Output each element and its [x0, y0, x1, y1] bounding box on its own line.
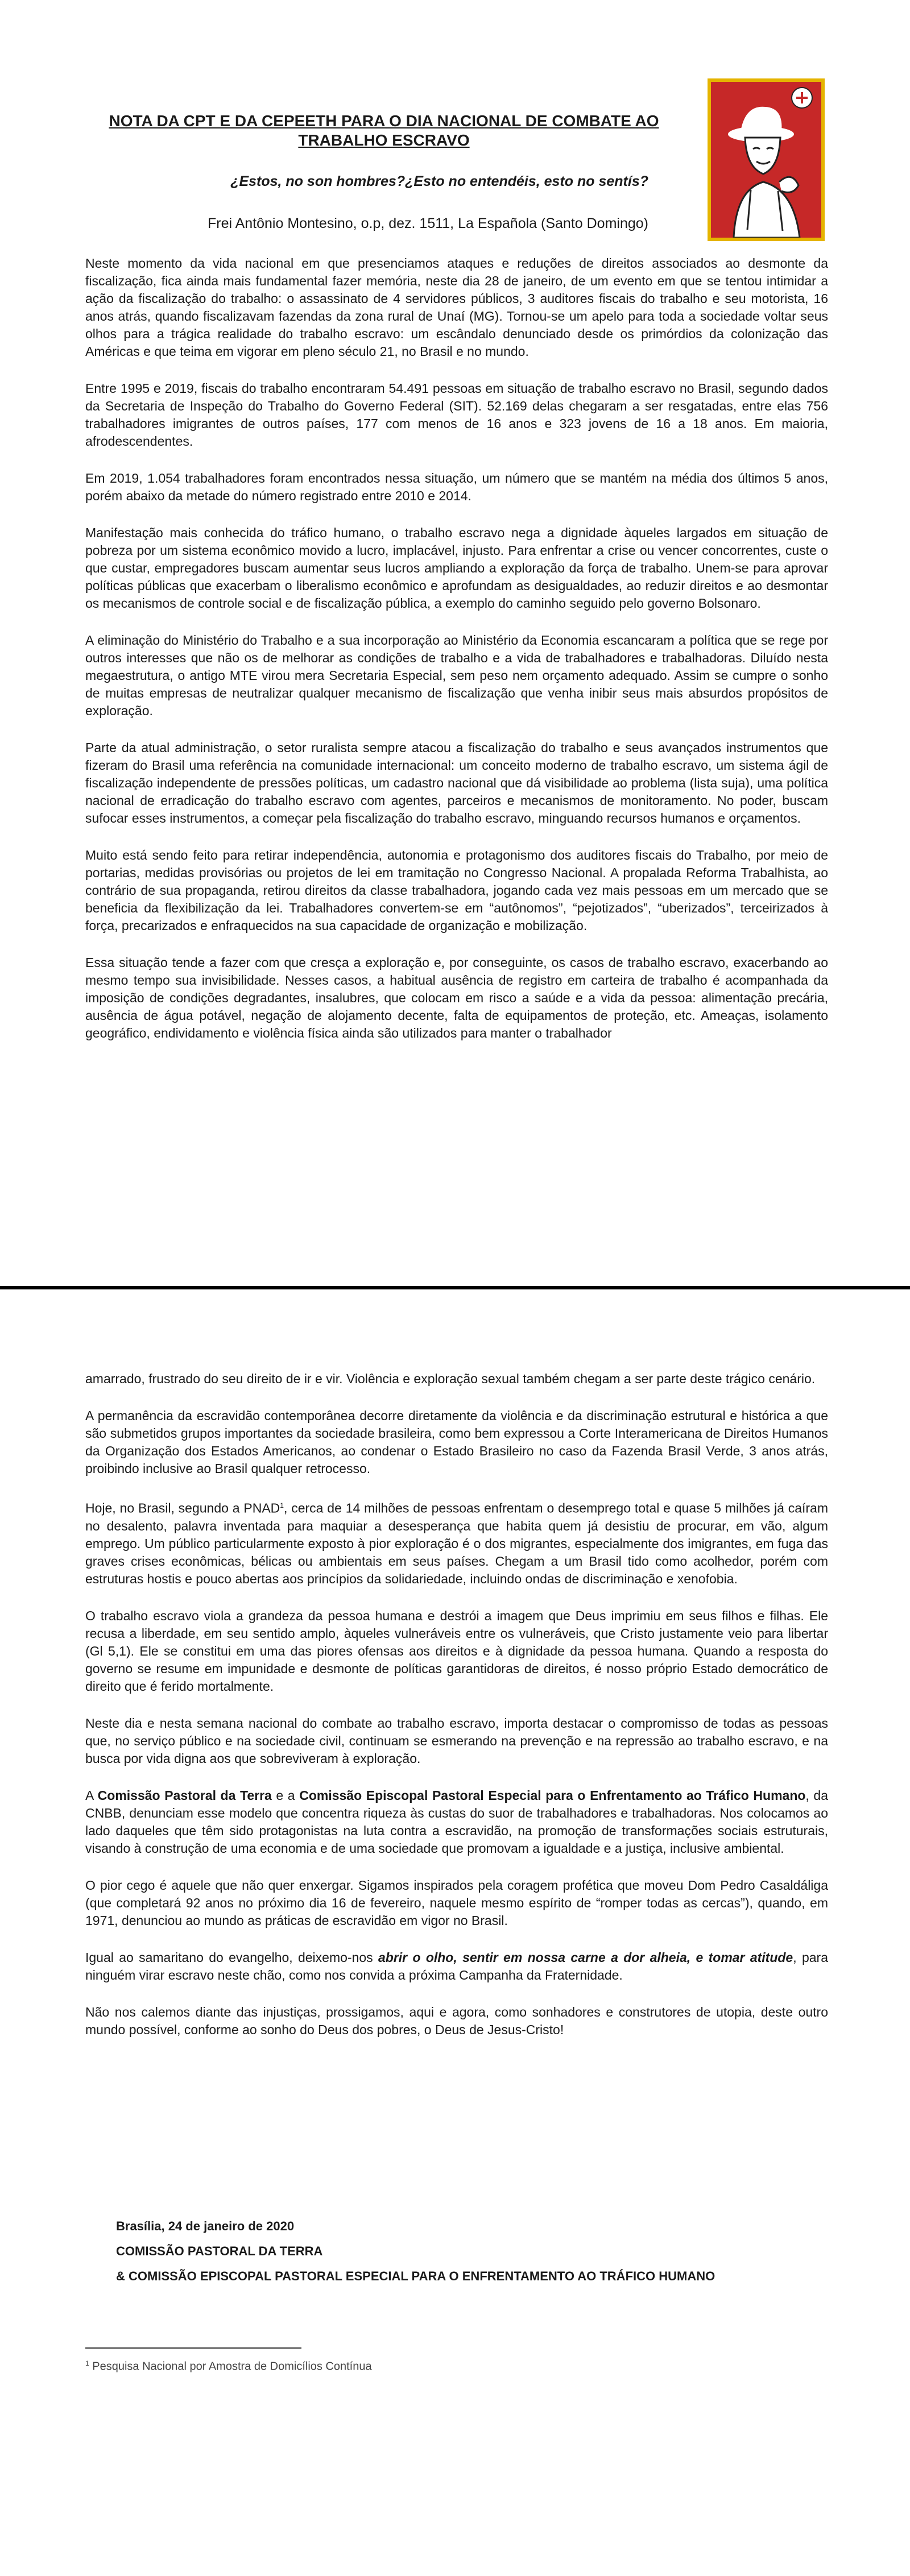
org-name-cpt: Comissão Pastoral da Terra: [97, 1787, 272, 1803]
paragraph-cnbb: A Comissão Pastoral da Terra e a Comissão Episcopal Pastoral Especial para o Enfrentamento ao Tráfico Humano, da CNBB, denunciam esse modelo que concentra riqueza às custas do suor de trabalhadores e trabalhadoras. Nos colocamos ao lado daqueles que têm sido protagonistas na luta contra a escravidão, na promoção de transformações sociais estruturais, visando à construção de uma economia e de uma sociedade que promovam a igualdade e a justiça, inclusive ambiental.: [85, 1787, 828, 1856]
footnote-divider: [85, 2347, 301, 2349]
signature-date: Brasília, 24 de janeiro de 2020: [116, 2219, 295, 2233]
paragraph: Não nos calemos diante das injustiças, prossigamos, aqui e agora, como sonhadores e construtores de utopia, deste outro mundo possível, conforme ao sonho do Deus dos pobres, o Deus de Jesus-Cristo!: [85, 2004, 828, 2037]
epigraph-quote: ¿Estos, no son hombres?¿Esto no entendéis, esto no sentís?: [230, 173, 648, 189]
paragraph: Parte da atual administração, o setor ruralista sempre atacou a fiscalização do trabalho e seus avançados instrumentos que fizeram do Brasil uma referência na comunidade internacional: um conceito moderno de trabalho escravo, um sistema ágil de fiscalização independente de pressões políticas, um cadastro nacional que dá visibilidade ao problema (lista suja), uma política nacional de erradicação do trabalho escravo com agentes, parceiros e mecanismos de monitoramento. No poder, buscam sufocar esses instrumentos, a começar pela fiscalização do trabalho escravo, minguando recursos humanos e orçamentos.: [85, 740, 828, 826]
paragraph-pnad: Hoje, no Brasil, segundo a PNAD$^1$, cerca de 14 milhões de pessoas enfrentam o desemprego total e quase 5 milhões já caíram no desalento, palavra inventada para maquiar a desesperança que habita quem já desistiu de procurar, em vão, algum emprego. Um público particularmente exposto à pior exploração é o dos migrantes, especialmente dos imigrantes, em fuga das graves crises econômicas, bélicas ou ambientais em seus países. Chegam a um Brasil tido como acolhedor, porém com estruturas hostis e pouco abertas aos princípios da solidariedade, incluindo ondas de discriminação e xenofobia.: [85, 1500, 828, 1586]
paragraph: Essa situação tende a fazer com que cresça a exploração e, por conseguinte, os casos de trabalho escravo, exacerbando ao mesmo tempo sua invisibilidade. Nesses casos, a habitual ausência de registro em carteira de trabalho é acompanhada da imposição de condições degradantes, insalubres, que colocam em risco a saúde e a vida da pessoa: alimentação precária, ausência de água potável, negação de alojamento decente, falta de equipamentos de proteção, etc. Ameaças, isolamento geográfico, endividamento e violência física ainda são utilizados para manter o trabalhador: [85, 955, 828, 1040]
paragraph: A permanência da escravidão contemporânea decorre diretamente da violência e da discriminação estrutural e histórica a que são submetidos grupos importantes da sociedade brasileira, como bem expressou a Corte Interamericana de Direitos Humanos da Organização dos Estados Americanos, ao condenar o Estado Brasileiro no caso da Fazenda Brasil Verde, 3 anos atrás, proibindo inclusive ao Brasil qualquer retrocesso.: [85, 1408, 828, 1476]
footnote: $^1$ Pesquisa Nacional por Amostra de Domicílios Contínua: [85, 2359, 372, 2373]
cpt-logo-icon: [708, 78, 825, 241]
signature-org-2: & COMISSÃO EPISCOPAL PASTORAL ESPECIAL PARA O ENFRENTAMENTO AO TRÁFICO HUMANO: [116, 2269, 715, 2283]
document-page-1: [0, 0, 910, 1286]
footnote-reference[interactable]: 1: [280, 1501, 284, 1509]
document-page-2: [0, 1289, 910, 2576]
org-name-cepeeth: Comissão Episcopal Pastoral Especial para o Enfrentamento ao Tráfico Humano: [299, 1787, 806, 1803]
page2-body: [85, 1370, 828, 2058]
signature-org-1: COMISSÃO PASTORAL DA TERRA: [116, 2244, 323, 2258]
epigraph-source: Frei Antônio Montesino, o.p, dez. 1511, La Española (Santo Domingo): [207, 215, 648, 231]
paragraph: amarrado, frustrado do seu direito de ir e vir. Violência e exploração sexual também chegam a ser parte deste trágico cenário.: [85, 1371, 816, 1386]
paragraph: Neste dia e nesta semana nacional do combate ao trabalho escravo, importa destacar o compromisso de todas as pessoas que, no serviço público e na sociedade civil, continuam se esmerando na prevenção e na repressão ao trabalho escravo, e na busca por vida digna aos que sobreviveram à exploração.: [85, 1715, 828, 1766]
paragraph: A eliminação do Ministério do Trabalho e a sua incorporação ao Ministério da Economia escancaram a política que se rege por outros interesses que não os de melhorar as condições de trabalho e a vida de trabalhadores e trabalhadoras. Diluído nesta megaestrutura, o antigo MTE virou mera Secretaria Especial, sem peso nem orçamento adequado. Assim se cumpre o sonho de muitas empresas de neutralizar qualquer mecanismo de fiscalização que venha inibir seus mais absurdos propósitos de exploração.: [85, 633, 828, 718]
document-title: NOTA DA CPT E DA CEPEETH PARA O DIA NACIONAL DE COMBATE AO TRABALHO ESCRAVO: [109, 112, 659, 149]
paragraph: Neste momento da vida nacional em que presenciamos ataques e reduções de direitos associados ao desmonte da fiscalização, fica ainda mais fundamental fazer memória, neste dia 28 de janeiro, de um evento em que se tentou intimidar a ação da fiscalização do trabalho: o assassinato de 4 servidores públicos, 3 auditores fiscais do trabalho e seu motorista, 16 anos atrás, quando fiscalizavam fazendas da zona rural de Unaí (MG). Tornou-se um apelo para toda a sociedade voltar seus olhos para a trágica realidade do trabalho escravo: um escândalo denunciado desde os primórdios da colonização das Américas e que teima em vigorar em pleno século 21, no Brasil e no mundo.: [85, 256, 828, 359]
emphasis-text: abrir o olho, sentir em nossa carne a dor alheia, e tomar atitude: [378, 1949, 793, 1965]
paragraph: Muito está sendo feito para retirar independência, autonomia e protagonismo dos auditores fiscais do Trabalho, por meio de portarias, medidas provisórias ou projetos de lei em tramitação no Congresso Nacional. A propalada Reforma Trabalhista, ao contrário de sua propaganda, retirou direitos da classe trabalhadora, jogando cada vez mais pessoas em um mercado que se beneficia da flexibilização da lei. Trabalhadores convertem-se em “autônomos”, “pejotizados”, “uberizados”, terceirizados à força, precarizados e enfraquecidos na sua capacidade de organização e mobilização.: [85, 848, 828, 933]
page1-body: [85, 255, 828, 1061]
paragraph: O pior cego é aquele que não quer enxergar. Sigamos inspirados pela coragem profética que moveu Dom Pedro Casaldáliga (que completará 92 anos no próximo dia 16 de fevereiro, naquele mesmo espírito de “romper todas as cercas”), quando, em 1971, denunciou ao mundo as práticas de escravidão em vigor no Brasil.: [85, 1877, 828, 1928]
paragraph: Em 2019, 1.054 trabalhadores foram encontrados nessa situação, um número que se mantém na média dos últimos 5 anos, porém abaixo da metade do número registrado entre 2010 e 2014.: [85, 471, 828, 503]
paragraph-samaritano: Igual ao samaritano do evangelho, deixemo-nos abrir o olho, sentir em nossa carne a dor alheia, e tomar atitude, para ninguém virar escravo neste chão, como nos convida a próxima Campanha da Fraternidade.: [85, 1949, 828, 1982]
paragraph: Manifestação mais conhecida do tráfico humano, o trabalho escravo nega a dignidade àqueles largados em situação de pobreza por um sistema econômico movido a lucro, implacável, injusto. Para enfrentar a crise ou vencer concorrentes, custe o que custar, empregadores buscam aumentar seus lucros ampliando a exploração da força de trabalho. Unem-se para aprovar políticas públicas que exacerbam o liberalismo econômico e aprofundam as desigualdades, ao reduzir direitos e ao desmontar os mecanismos de controle social e de fiscalização pública, a exemplo do caminho seguido pelo governo Bolsonaro.: [85, 525, 828, 611]
signature-block: [116, 2214, 715, 2289]
paragraph: Entre 1995 e 2019, fiscais do trabalho encontraram 54.491 pessoas em situação de trabalho escravo no Brasil, segundo dados da Secretaria de Inspeção do Trabalho do Governo Federal (SIT). 52.169 delas chegaram a ser resgatadas, entre elas 756 trabalhadores imigrantes de outros países, 177 com menos de 16 anos e 323 jovens de 16 a 18 anos. Em maioria, afrodescendentes.: [85, 381, 828, 449]
paragraph: O trabalho escravo viola a grandeza da pessoa humana e destrói a imagem que Deus imprimiu em seus filhos e filhas. Ele recusa a liberdade, em seu sentido amplo, àqueles vulneráveis entre os vulneráveis, que Cristo justamente veio para libertar (Gl 5,1). Ele se constitui em uma das piores ofensas aos direitos e à dignidade da pessoa humana. Quando a resposta do governo se resume em impunidade e desmonte de políticas garantidoras de direitos, é nosso próprio Estado democrático de direito que é ferido mortalmente.: [85, 1608, 828, 1694]
